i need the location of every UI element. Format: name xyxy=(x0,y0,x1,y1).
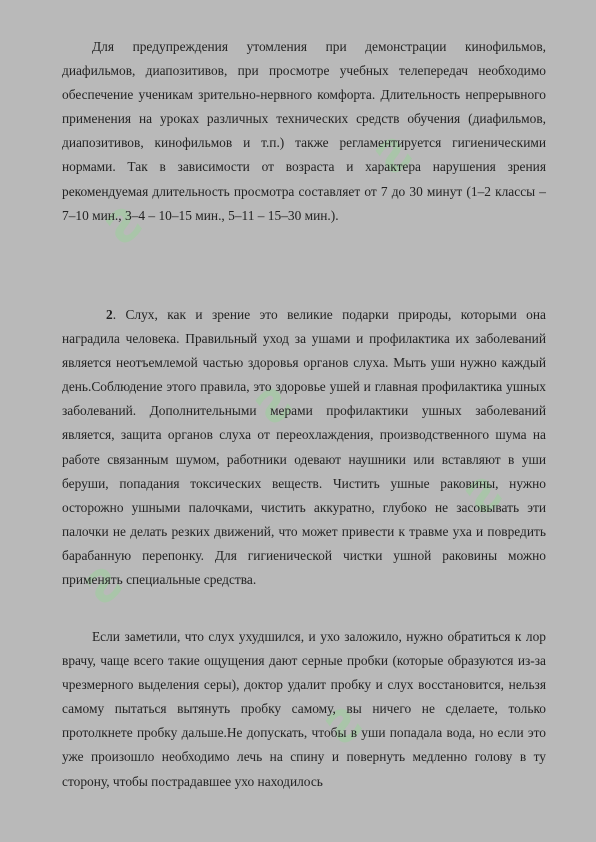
paragraph-1: Для предупреждения утомления при демонстрации кинофильмов, диафильмов, диапозитивов, при просмотре учебных телепередач необходимо обеспечение ученикам зрительно-нервного комфорта. Длительность непрерывного применения на уроках различных технических средств обучения (диафильмов, диапозитивов, кинофильмов и т.п.) также регламентируется гигиеническими нормами. Так в зависимости от возраста и характера нарушения зрения рекомендуемая длительность просмотра составляет от 7 до 30 минут (1–2 классы – 7–10 мин., 3–4 – 10–15 мин., 5–11 – 15–30 мин.). xyxy=(62,39,546,223)
watermark-mark: Ꙅ xyxy=(97,195,155,256)
section-number: 2 xyxy=(106,307,113,322)
paragraph-block xyxy=(62,35,546,228)
watermark-mark: Ꙅ xyxy=(77,555,135,616)
paragraph-2-text: . Слух, как и зрение это великие подарки природы, которыми она наградила человека. Правильный уход за ушами и профилактика их заболеваний является неотъемлемой частью здоровья органов слуха. Мыть уши нужно каждый день.Соблюдение этого правила, это здоровье ушей и главная профилактика ушных заболеваний. Дополнительными мерами профилактики ушных заболеваний является, защита органов слуха от переохлаждения, производственного шума на работе связанным шумом, работники одевают наушники или вставляют в уши беруши, попадания токсических веществ. Чистить ушные раковины, нужно осторожно ушными палочками, чистить аккуратно, глубоко не засовывать эти палочки не делать резких движений, что может привести к травме уха и повредить барабанную перепонку. Для гигиенической чистки ушной раковины можно применять специальные средства. xyxy=(62,307,546,588)
watermark-mark: Ꙅ xyxy=(457,465,515,526)
paragraph-3: Если заметили, что слух ухудшился, и ухо заложило, нужно обратиться к лор врачу, чаще всего такие ощущения дают серные пробки (которые образуются из-за чрезмерного выделения серы), доктор удалит пробку и слух восстановится, нельзя самому пытаться вытянуть пробку самому, вы ничего не сделаете, только протолкнете пробку дальше.Не допускать, чтобы в уши попадала вода, но если это уже произошло необходимо лечь на спину и повернуть медленно голову в ту сторону, чтобы пострадавшее ухо находилось xyxy=(62,629,546,789)
watermark-mark: Ꙅ xyxy=(367,125,425,186)
watermark-mark: Ꙅ xyxy=(317,695,375,756)
watermark-mark: Ꙅ xyxy=(247,375,305,436)
paragraph-2 xyxy=(62,303,546,592)
paragraph-block xyxy=(62,625,546,793)
section-2-block xyxy=(62,303,546,592)
